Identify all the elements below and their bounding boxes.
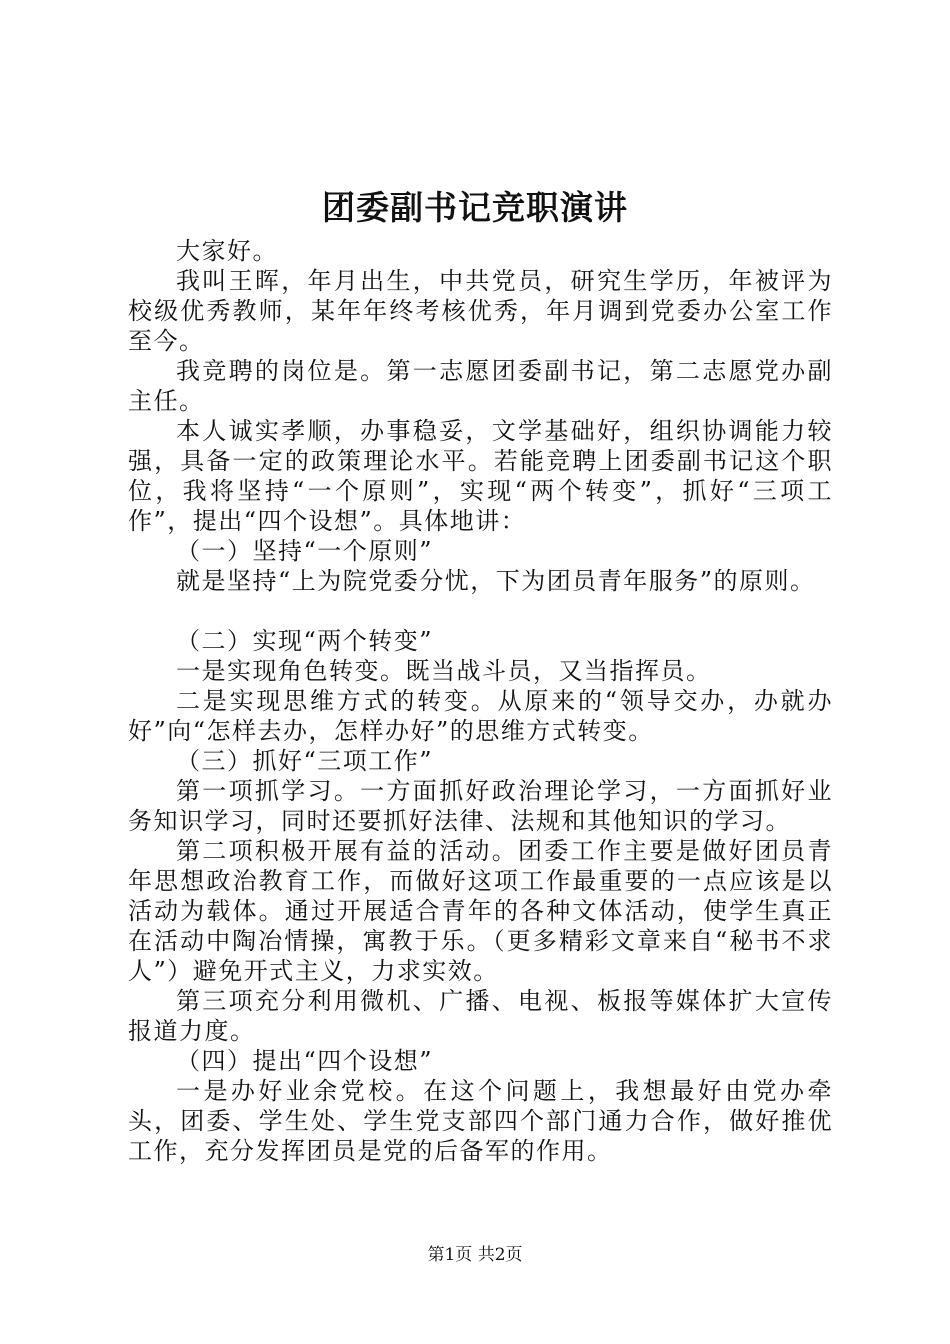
paragraph-spacer — [128, 596, 833, 626]
section-heading-1: （一）坚持“一个原则” — [176, 537, 434, 565]
paragraph-work-study: 第一项抓学习。一方面抓好政治理论学习，一方面抓好业务知识学习，同时还要抓好法律、法规和其他知识的学习。 — [128, 777, 833, 835]
paragraph-work-activities: 第二项积极开展有益的活动。团委工作主要是做好团员青年思想政治教育工作，而做好这项工作最重要的一点应该是以活动为载体。通过开展适合青年的各种文体活动，使学生真正在活动中陶冶情操，寓教于乐。（更多精彩文章来自“秘书不求人”）避免开式主义，力求实效。 — [128, 837, 833, 985]
paragraph-party-school: 一是办好业余党校。在这个问题上，我想最好由党办牵头，团委、学生处、学生党支部四个部门通力合作，做好推优工作，充分发挥团员是党的后备军的作用。 — [128, 1077, 833, 1165]
paragraph-self-assessment: 本人诚实孝顺，办事稳妥，文学基础好，组织协调能力较强，具备一定的政策理论水平。若能竞聘上团委副书记这个职位，我将坚持“一个原则”，实现“两个转变”，抓好“三项工作”，提出“四个设想”。具体地讲： — [128, 417, 833, 535]
paragraph-work-media: 第三项充分利用微机、广播、电视、板报等媒体扩大宣传报道力度。 — [128, 987, 833, 1045]
document-body — [128, 236, 833, 1166]
paragraph-greeting: 大家好。 — [176, 237, 278, 265]
paragraph-principle: 就是坚持“上为院党委分忧，下为团员青年服务”的原则。 — [176, 567, 816, 595]
section-heading-4: （四）提出“四个设想” — [176, 1047, 434, 1075]
section-heading-3: （三）抓好“三项工作” — [176, 747, 434, 775]
document-title: 团委副书记竞职演讲 — [322, 188, 628, 227]
page-number: 第1页 共2页 — [427, 1245, 523, 1265]
paragraph-role-change: 一是实现角色转变。既当战斗员，又当指挥员。 — [176, 657, 712, 685]
section-heading-2: （二）实现“两个转变” — [176, 627, 434, 655]
paragraph-introduction: 我叫王晖，年月出生，中共党员，研究生学历，年被评为校级优秀教师，某年年终考核优秀，年月调到党委办公室工作至今。 — [128, 267, 833, 355]
paragraph-thinking-change: 二是实现思维方式的转变。从原来的“领导交办，办就办好”向“怎样去办，怎样办好”的思维方式转变。 — [128, 687, 833, 745]
paragraph-position: 我竞聘的岗位是。第一志愿团委副书记，第二志愿党办副主任。 — [128, 357, 833, 415]
